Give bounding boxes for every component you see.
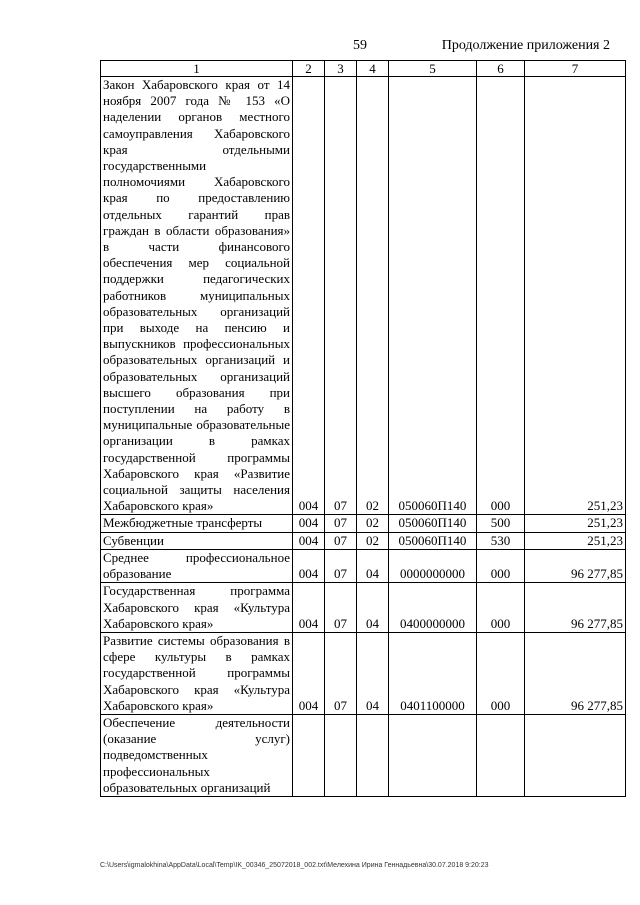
row-amount: 251,23: [525, 77, 626, 515]
table-row: [101, 77, 626, 515]
footer-file-path: C:\Users\igmalokhina\AppData\Local\Temp\IK_00346_25072018_002.txt\Мелехина Ирина Геннадьевна\30.07.2018 9:20:23: [100, 862, 489, 869]
row-section: 07: [325, 77, 357, 515]
row-section: 07: [325, 532, 357, 549]
column-header: 6: [477, 61, 525, 77]
row-name: Среднее профессиональное образование: [101, 549, 293, 582]
row-amount: 96 277,85: [525, 632, 626, 714]
row-target-article: 0000000000: [389, 549, 477, 582]
row-code: 004: [293, 549, 325, 582]
row-target-article: 050060П140: [389, 515, 477, 532]
row-expense-type: 500: [477, 515, 525, 532]
row-target-article: 0401100000: [389, 632, 477, 714]
table-row: [101, 532, 626, 549]
table-row: [101, 583, 626, 633]
page-number: 59: [353, 38, 367, 53]
row-code: 004: [293, 632, 325, 714]
row-subsection: 04: [357, 583, 389, 633]
row-subsection: 04: [357, 632, 389, 714]
row-subsection: 02: [357, 532, 389, 549]
row-expense-type: 000: [477, 77, 525, 515]
table-row: [101, 515, 626, 532]
row-section: 07: [325, 549, 357, 582]
column-header: 7: [525, 61, 626, 77]
row-section: 07: [325, 632, 357, 714]
row-subsection: 02: [357, 77, 389, 515]
row-subsection: 04: [357, 549, 389, 582]
row-code: 004: [293, 583, 325, 633]
table-row: [101, 549, 626, 582]
row-subsection: 02: [357, 515, 389, 532]
row-amount: 96 277,85: [525, 549, 626, 582]
row-target-article: 050060П140: [389, 77, 477, 515]
row-code: 004: [293, 515, 325, 532]
row-code: 004: [293, 532, 325, 549]
table-row: [101, 632, 626, 714]
row-target-article: [389, 714, 477, 796]
row-name: Закон Хабаровского края от 14 ноября 2007 года № 153 «О наделении органов местного самоуправления Хабаровского края отдельными государственными полномочиями Хабаровского края по предоставлению отдельных гарантий прав граждан в области образования» в части финансового обеспечения мер социальной поддержки педагогических работников муниципальных образовательных организаций при выходе на пенсию и выпускников профессиональных образовательных организаций и образовательных организаций высшего образования при поступлении на работу в муниципальные образовательные организации в рамках государственной программы Хабаровского края «Развитие социальной защиты населения Хабаровского края»: [101, 77, 293, 515]
row-name: Межбюджетные трансферты: [101, 515, 293, 532]
row-section: [325, 714, 357, 796]
row-expense-type: 000: [477, 549, 525, 582]
table-row: [101, 714, 626, 796]
row-target-article: 0400000000: [389, 583, 477, 633]
row-section: 07: [325, 583, 357, 633]
column-header: 2: [293, 61, 325, 77]
row-expense-type: 000: [477, 632, 525, 714]
row-section: 07: [325, 515, 357, 532]
row-code: 004: [293, 77, 325, 515]
row-amount: 251,23: [525, 532, 626, 549]
row-amount: 251,23: [525, 515, 626, 532]
column-header: 4: [357, 61, 389, 77]
row-target-article: 050060П140: [389, 532, 477, 549]
continuation-label: Продолжение приложения 2: [441, 38, 610, 53]
column-header: 5: [389, 61, 477, 77]
row-name: Государственная программа Хабаровского края «Культура Хабаровского края»: [101, 583, 293, 633]
table-header-row: [101, 61, 626, 77]
row-amount: 96 277,85: [525, 583, 626, 633]
row-expense-type: 530: [477, 532, 525, 549]
row-code: [293, 714, 325, 796]
row-name: Субвенции: [101, 532, 293, 549]
row-subsection: [357, 714, 389, 796]
row-name: Развитие системы образования в сфере культуры в рамках государственной программы Хабаровского края «Культура Хабаровского края»: [101, 632, 293, 714]
row-amount: [525, 714, 626, 796]
column-header: 1: [101, 61, 293, 77]
row-name: Обеспечение деятельности (оказание услуг) подведомственных профессиональных образовательных организаций: [101, 714, 293, 796]
column-header: 3: [325, 61, 357, 77]
row-expense-type: [477, 714, 525, 796]
budget-table: [100, 60, 626, 797]
row-expense-type: 000: [477, 583, 525, 633]
